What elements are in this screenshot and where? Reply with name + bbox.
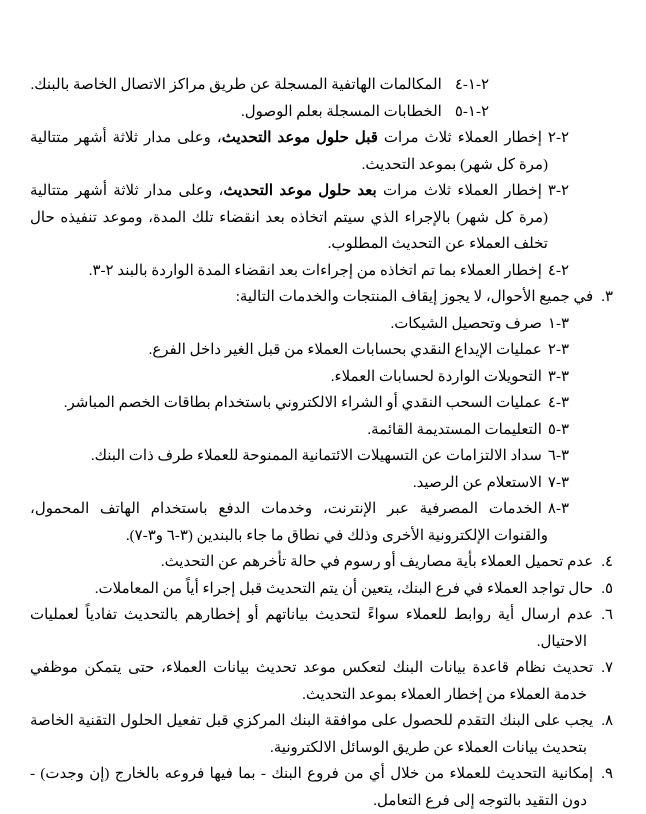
item-text: عدم ارسال أية روابط للعملاء سواءً لتحديث بياناتهم أو إخطارهم بالتحديث تفادياً لعمليات الاحتيال. bbox=[30, 607, 594, 650]
item-number: ٣-٤ bbox=[547, 395, 569, 411]
item-text: حال تواجد العملاء في فرع البنك، يتعين أن يتم التحديث قبل إجراء أياً من المعاملات. bbox=[94, 580, 594, 597]
item-text: في جميع الأحوال، لا يجوز إيقاف المنتجات والخدمات التالية: bbox=[235, 289, 594, 305]
list-item-3-8 bbox=[30, 496, 569, 549]
list-item-2-2 bbox=[30, 125, 569, 178]
item-text: إخطار العملاء بما تم اتخاذه من إجراءات بعد انقضاء المدة الواردة بالبند ٢-٣. bbox=[88, 262, 542, 279]
item-number: ٣-٣ bbox=[547, 368, 569, 385]
item-text: عمليات السحب النقدي أو الشراء الالكتروني باستخدام بطاقات الخصم المباشر. bbox=[63, 395, 542, 411]
item-text: التعليمات المستديمة القائمة. bbox=[367, 421, 542, 438]
item-text: المكالمات الهاتفية المسجلة عن طريق مراكز الاتصال الخاصة بالبنك. bbox=[30, 77, 442, 93]
item-text: الخدمات المصرفية عبر الإنترنت، وخدمات الدفع باستخدام الهاتف المحمول، والقنوات الإلكترونية الأخرى وذلك في نطاق ما جاء بالبندين (٣-٦ و٣-٧). bbox=[30, 501, 548, 544]
item-number: ٨. bbox=[601, 713, 613, 729]
item-number: ٧. bbox=[601, 660, 613, 676]
item-number: ٤. bbox=[601, 554, 613, 570]
list-item-2-4 bbox=[30, 258, 569, 285]
item-text-bold: قبل حلول موعد التحديث bbox=[221, 130, 378, 146]
item-text: صرف وتحصيل الشيكات. bbox=[390, 315, 542, 332]
list-item-3-3 bbox=[30, 364, 569, 391]
list-item-2-3 bbox=[30, 178, 569, 258]
item-text: إمكانية التحديث للعملاء من خلال أي من فروع البنك - بما فيها فروعه بالخارج (إن وجدت) - دون التقيد بالتوجه إلى فرع التعامل. bbox=[30, 766, 594, 809]
item-number: ٣-٢ bbox=[547, 342, 569, 358]
list-item-3-5 bbox=[30, 417, 569, 444]
item-text: الاستعلام عن الرصيد. bbox=[412, 474, 542, 491]
item-text: عدم تحميل العملاء بأية مصاريف أو رسوم في حالة تأخرهم عن التحديث. bbox=[160, 554, 594, 570]
item-number: ٢-١-٤ bbox=[454, 77, 489, 93]
item-number: ٣-٨ bbox=[547, 501, 569, 517]
list-item-9 bbox=[30, 761, 613, 814]
item-number: ٣-٧ bbox=[547, 474, 569, 491]
item-number: ٣-٦ bbox=[547, 448, 569, 464]
item-text: يجب على البنك التقدم للحصول على موافقة البنك المركزي قبل تفعيل الحلول التقنية الخاصة بتحديث بيانات العملاء عن طريق الوسائل الالكترونية. bbox=[30, 713, 594, 756]
item-number: ٣-١ bbox=[547, 315, 569, 332]
list-item-4 bbox=[30, 549, 613, 576]
list-item-2-1-5 bbox=[30, 99, 489, 126]
item-text-bold: بعد حلول موعد التحديث bbox=[223, 183, 377, 199]
item-number: ٦. bbox=[601, 607, 613, 623]
item-number: ٢-٣ bbox=[547, 183, 569, 199]
item-text: إخطار العملاء ثلاث مرات bbox=[376, 183, 542, 199]
list-item-6 bbox=[30, 602, 613, 655]
list-item-3 bbox=[30, 284, 613, 311]
list-item-3-7 bbox=[30, 470, 569, 497]
item-number: ٥. bbox=[601, 580, 613, 597]
item-text: ، وعلى مدار ثلاثة أشهر متتالية (مرة كل شهر) بموعد التحديث. bbox=[30, 130, 548, 173]
list-item-5 bbox=[30, 576, 613, 603]
item-text: عمليات الإيداع النقدي بحسابات العملاء من قبل الغير داخل الفرع. bbox=[148, 342, 542, 358]
item-number: ٢-١-٥ bbox=[454, 103, 489, 120]
list-item-7 bbox=[30, 655, 613, 708]
list-item-3-1 bbox=[30, 311, 569, 338]
item-text: ، وعلى مدار ثلاثة أشهر متتالية (مرة كل شهر) بالإجراء الذي سيتم اتخاذه بعد انقضاء تلك المدة، وموعد تنفيذه حال تخلف العملاء عن التحديث المطلوب. bbox=[30, 183, 548, 252]
item-text: تحديث نظام قاعدة بيانات البنك لتعكس موعد تحديث بيانات العملاء، حتى يتمكن موظفي خدمة العملاء من إخطار العملاء بموعد التحديث. bbox=[30, 660, 594, 703]
list-item-3-6 bbox=[30, 443, 569, 470]
item-text: سداد الالتزامات عن التسهيلات الائتمانية الممنوحة للعملاء طرف ذات البنك. bbox=[90, 448, 542, 464]
item-number: ٢-٤ bbox=[547, 262, 569, 279]
item-number: ٣. bbox=[601, 289, 613, 305]
list-item-8 bbox=[30, 708, 613, 761]
item-number: ٣-٥ bbox=[547, 421, 569, 438]
item-number: ٩. bbox=[601, 766, 613, 782]
item-text: إخطار العملاء ثلاث مرات bbox=[377, 130, 542, 146]
list-item-3-2 bbox=[30, 337, 569, 364]
list-item-2-1-4 bbox=[30, 72, 489, 99]
item-text: التحويلات الواردة لحسابات العملاء. bbox=[330, 368, 542, 385]
item-number: ٢-٢ bbox=[547, 130, 569, 146]
item-text: الخطابات المسجلة بعلم الوصول. bbox=[240, 103, 442, 120]
list-item-3-4 bbox=[30, 390, 569, 417]
